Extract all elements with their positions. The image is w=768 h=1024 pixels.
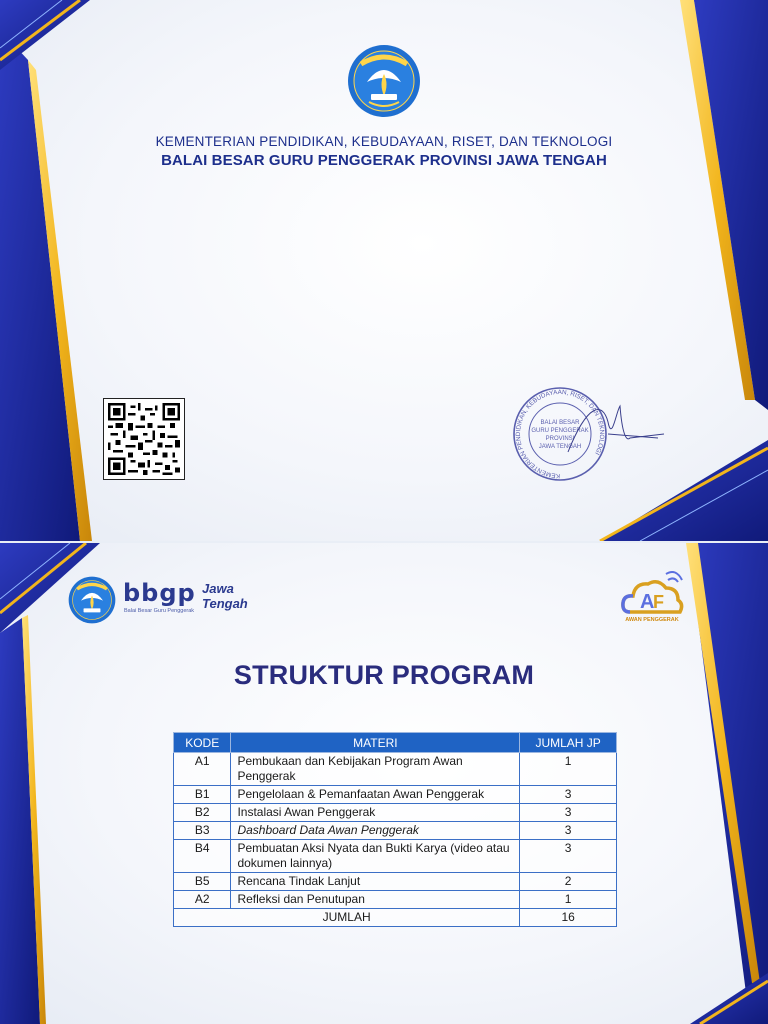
header-materi: MATERI [231,733,520,753]
cell-materi: Rencana Tindak Lanjut [231,873,520,891]
cell-kode: B1 [174,786,231,804]
total-label: JUMLAH [174,909,520,927]
cell-kode: B5 [174,873,231,891]
table-row [174,873,617,891]
table-row [174,804,617,822]
tut-wuri-handayani-logo [347,44,421,118]
cell-jp: 2 [520,873,617,891]
table-row [174,822,617,840]
region-label [202,581,248,611]
table-row [174,753,617,786]
program-title: STRUKTUR PROGRAM [233,660,535,690]
stamp-line-4: JAWA TENGAH [538,444,582,450]
cell-materi: Refleksi dan Penutupan [231,891,520,909]
total-value: 16 [520,909,617,927]
header-jumlah-jp: JUMLAH JP [520,733,617,753]
cell-jp: 1 [520,891,617,909]
stamp-line-2: GURU PENGGERAK [531,428,589,434]
table-row [174,840,617,873]
cell-jp: 1 [520,753,617,786]
institution-name: BALAI BESAR GURU PENGGERAK PROVINSI JAWA TENGAH [161,152,607,169]
cell-kode: A1 [174,753,231,786]
table-header-row [174,733,617,753]
svg-text:A: A [640,591,655,613]
cell-materi: Pembuatan Aksi Nyata dan Bukti Karya (video atau dokumen lainnya) [231,840,520,873]
ministry-name: KEMENTERIAN PENDIDIKAN, KEBUDAYAAN, RISET, DAN TEKNOLOGI [155,134,613,149]
qr-code [103,398,185,480]
cell-materi: Instalasi Awan Penggerak [231,804,520,822]
table-row [174,891,617,909]
region-line-2: Tengah [202,596,248,611]
bbgp-logo-text: bbgp [123,579,196,607]
qr-code-icon [108,403,180,475]
awan-penggerak-label: AWAN PENGGERAK [625,617,679,623]
cell-materi: Dashboard Data Awan Penggerak [231,822,520,840]
stamp-ring-text: KEMENTERIAN PENDIDIKAN, KEBUDAYAAN, RISET, DAN TEKNOLOGI [515,388,606,480]
cell-kode: B3 [174,822,231,840]
table-row [174,786,617,804]
cell-jp: 3 [520,822,617,840]
official-stamp [508,382,668,486]
program-table [173,732,617,927]
cell-materi: Pembukaan dan Kebijakan Program Awan Penggerak [231,753,520,786]
stamp-line-3: PROVINSI [545,436,575,442]
stamp-line-1: BALAI BESAR [540,420,580,426]
bbgp-subtitle: Balai Besar Guru Penggerak [124,608,195,614]
cell-materi: Pengelolaan & Pemanfaatan Awan Penggerak [231,786,520,804]
region-line-1: Jawa [202,581,234,596]
cell-jp: 3 [520,804,617,822]
cell-kode: B4 [174,840,231,873]
cell-jp: 3 [520,786,617,804]
svg-text:F: F [653,592,664,612]
cell-jp: 3 [520,840,617,873]
table-total-row [174,909,617,927]
cell-kode: B2 [174,804,231,822]
awan-penggerak-logo [620,568,686,624]
header-kode: KODE [174,733,231,753]
bbgp-emblem [68,576,116,624]
cell-kode: A2 [174,891,231,909]
